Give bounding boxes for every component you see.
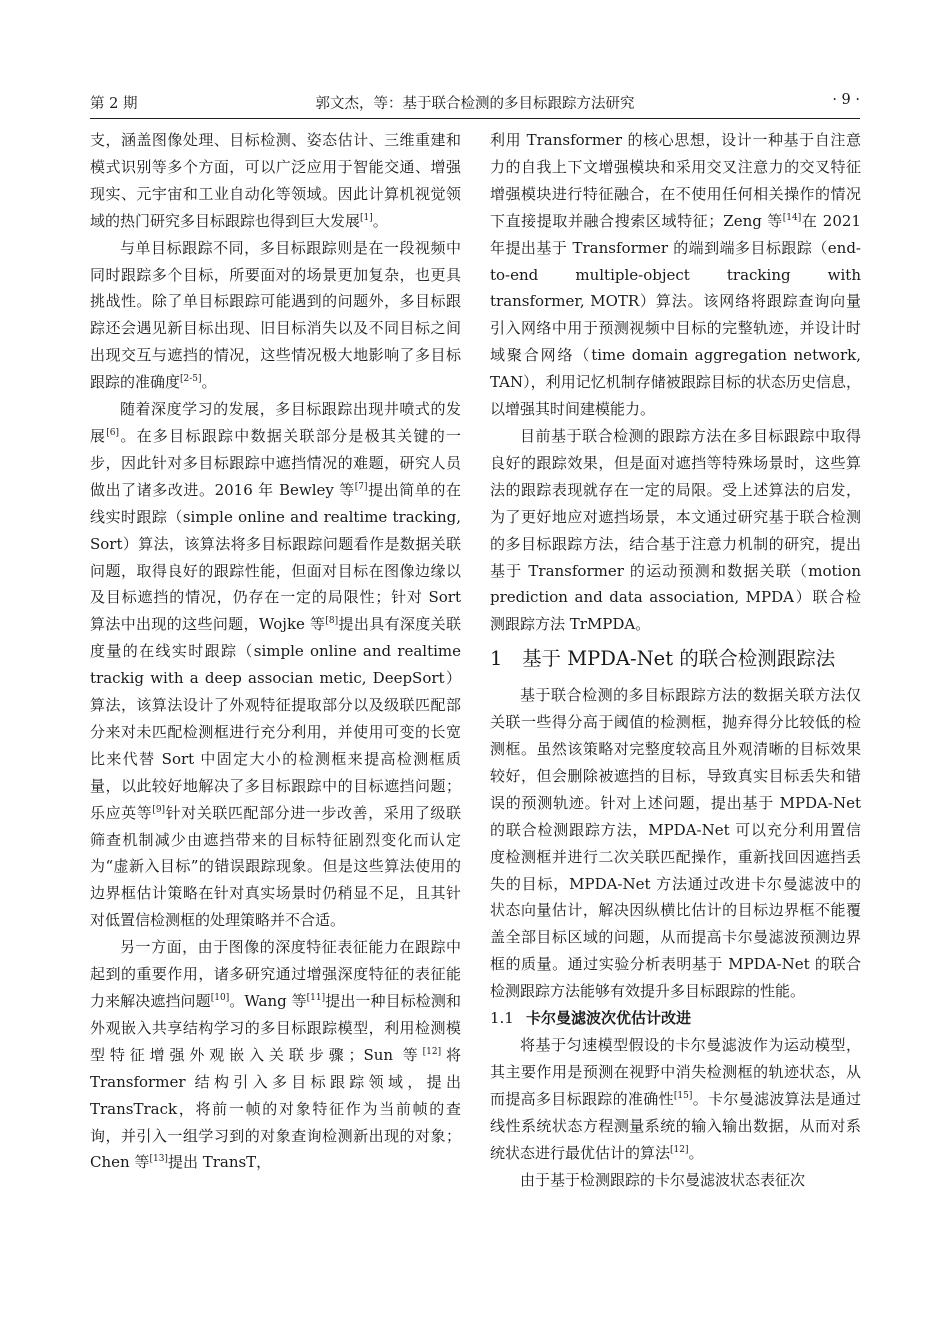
- section-number: 1: [490, 647, 503, 671]
- citation[interactable]: [8]: [325, 616, 339, 627]
- subsection-title: 卡尔曼滤波次优估计改进: [526, 1009, 692, 1028]
- citation[interactable]: [11]: [306, 993, 326, 1003]
- paragraph-transt: 利用 Transformer 的核心思想，设计一种基于自注意力的自我上下文增强模块和采用交叉注意力的交叉特征增强模块进行特征融合，在不使用任何相关操作的情况下直接提取并融合搜索区域特征；Zeng 等[14]在 2021 年提出基于 Transformer 的端到端多目标跟踪（end-to-end multiple-object tracking with transformer, MOTR）算法。该网络将跟踪查询向量引入网络中用于预测视频中目标的完整轨迹，并设计时域聚合网络（time domain aggregation network, TAN），利用记忆机制存储被跟踪目标的状态历史信息，以增强其时间建模能力。: [490, 131, 861, 419]
- page-number: · 9 ·: [832, 92, 860, 108]
- paragraph-deep-learning: 随着深度学习的发展，多目标跟踪出现井喷式的发展[6]。在多目标跟踪中数据关联部分是极其关键的一步，因此针对多目标跟踪中遮挡情况的难题，研究人员做出了诸多改进。2016 年 Bewley 等[7]提出简单的在线实时跟踪（simple online and realtime tracking, Sort）算法，该算法将多目标跟踪问题看作是数据关联问题，取得良好的跟踪性能，但面对目标在图像边缘以及目标遮挡的情况，仍存在一定的局限性；针对 Sort 算法中出现的这些问题，Wojke 等[8]提出具有深度关联度量的在线实时跟踪（simple online and realtime trackig with a deep associan metic, DeepSort）算法，该算法设计了外观特征提取部分以及级联匹配部分来对未匹配检测框进行充分利用，并使用可变的长宽比来代替 Sort 中固定大小的检测框来提高检测框质量，以此较好地解决了多目标跟踪中的目标遮挡问题；乐应英等[9]针对关联匹配部分进一步改善，采用了级联筛查机制减少由遮挡带来的目标特征剧烈变化而认定为“虚新入目标”的错误跟踪现象。但是这些算法使用的边界框估计策略在针对真实场景时仍稍显不足，且其针对低置信检测框的处理策略并不合适。: [90, 400, 461, 930]
- citation[interactable]: [7]: [354, 481, 368, 492]
- section-heading-1: [490, 644, 861, 674]
- paragraph-mpda-net: 基于联合检测的多目标跟踪方法的数据关联方法仅关联一些得分高于阈值的检测框，抛弃得分比较低的检测框。虽然该策略对完整度较高且外观清晰的目标效果较好，但会删除被遮挡的目标，导致真实目标丢失和错误的预测轨迹。针对上述问题，提出基于 MPDA-Net 的联合检测跟踪方法，MPDA-Net 可以充分利用置信度检测框并进行二次关联匹配操作，重新找回因遮挡丢失的目标，MPDA-Net 方法通过改进卡尔曼滤波中的状态向量估计，解决因纵横比估计的目标边界框不能覆盖全部目标区域的问题，从而提高卡尔曼滤波预测边界框的质量。通过实验分析表明基于 MPDA-Net 的联合检测跟踪方法能够有效提升多目标跟踪的性能。: [490, 686, 861, 1001]
- paragraph-continuation: 支，涵盖图像处理、目标检测、姿态估计、三维重建和模式识别等多个方面，可以广泛应用于智能交通、增强现实、元宇宙和工业自动化等领域。因此计算机视觉领域的热门研究多目标跟踪也得到巨大发展[1]。: [90, 131, 461, 230]
- citation[interactable]: [12]: [422, 1046, 442, 1057]
- subsection-heading-1-1: [490, 1005, 861, 1032]
- paragraph-feature-representation: 另一方面，由于图像的深度特征表征能力在跟踪中起到的重要作用，诸多研究通过增强深度特征的表征能力来解决遮挡问题[10]。Wang 等[11]提出一种目标检测和外观嵌入共享结构学习的多目标跟踪模型，利用检测模型特征增强外观嵌入关联步骤；Sun 等[12]将 Transformer 结构引入多目标跟踪领域，提出 TransTrack，将前一帧的对象特征作为当前帧的查询，并引入一组学习到的对象查询检测新出现的对象；Chen 等[13]提出 TransT，: [90, 938, 461, 1172]
- paragraph-kalman: 将基于匀速模型假设的卡尔曼滤波作为运动模型，其主要作用是预测在视野中消失检测框的轨迹状态，从而提高多目标跟踪的准确性[15]。卡尔曼滤波算法是通过线性系统状态方程测量系统的输入输出数据，从而对系统状态进行最优估计的算法[12]。: [490, 1036, 861, 1162]
- running-title: 郭文杰，等：基于联合检测的多目标跟踪方法研究: [315, 96, 635, 112]
- citation[interactable]: [10]: [210, 993, 230, 1003]
- paragraph-contribution: 目前基于联合检测的跟踪方法在多目标跟踪中取得良好的跟踪效果，但是面对遮挡等特殊场景时，这些算法的跟踪表现就存在一定的局限。受上述算法的启发，为了更好地应对遮挡场景，本文通过研究基于联合检测的多目标跟踪方法，结合基于注意力机制的研究，提出基于 Transformer 的运动预测和数据关联（motion prediction and data association, MPDA）联合检测跟踪方法 TrMPDA。: [490, 426, 861, 634]
- right-column: [490, 127, 861, 1193]
- citation[interactable]: [6]: [106, 427, 120, 438]
- section-title: 基于 MPDA-Net 的联合检测跟踪法: [522, 647, 836, 671]
- running-header: [90, 88, 860, 119]
- paragraph-kalman-state: 由于基于检测跟踪的卡尔曼滤波状态表征次: [520, 1170, 806, 1189]
- citation[interactable]: [12]: [670, 1144, 689, 1155]
- citation[interactable]: [14]: [782, 212, 802, 223]
- paragraph-multi-object-tracking: 与单目标跟踪不同，多目标跟踪则是在一段视频中同时跟踪多个目标，所要面对的场景更加复杂，也更具挑战性。除了单目标跟踪可能遇到的问题外，多目标跟踪还会遇见新目标出现、旧目标消失以及不同目标之间出现交互与遮挡的情况，这些情况极大地影响了多目标跟踪的准确度[2-5]。: [90, 238, 461, 392]
- issue-number: 第 2 期: [90, 96, 138, 112]
- citation[interactable]: [15]: [673, 1090, 693, 1101]
- citation[interactable]: [9]: [152, 804, 166, 815]
- citation[interactable]: [1]: [360, 212, 373, 223]
- left-column: [90, 127, 461, 1176]
- citation[interactable]: [13]: [149, 1154, 168, 1165]
- citation[interactable]: [2-5]: [180, 374, 202, 385]
- subsection-number: 1.1: [490, 1009, 514, 1028]
